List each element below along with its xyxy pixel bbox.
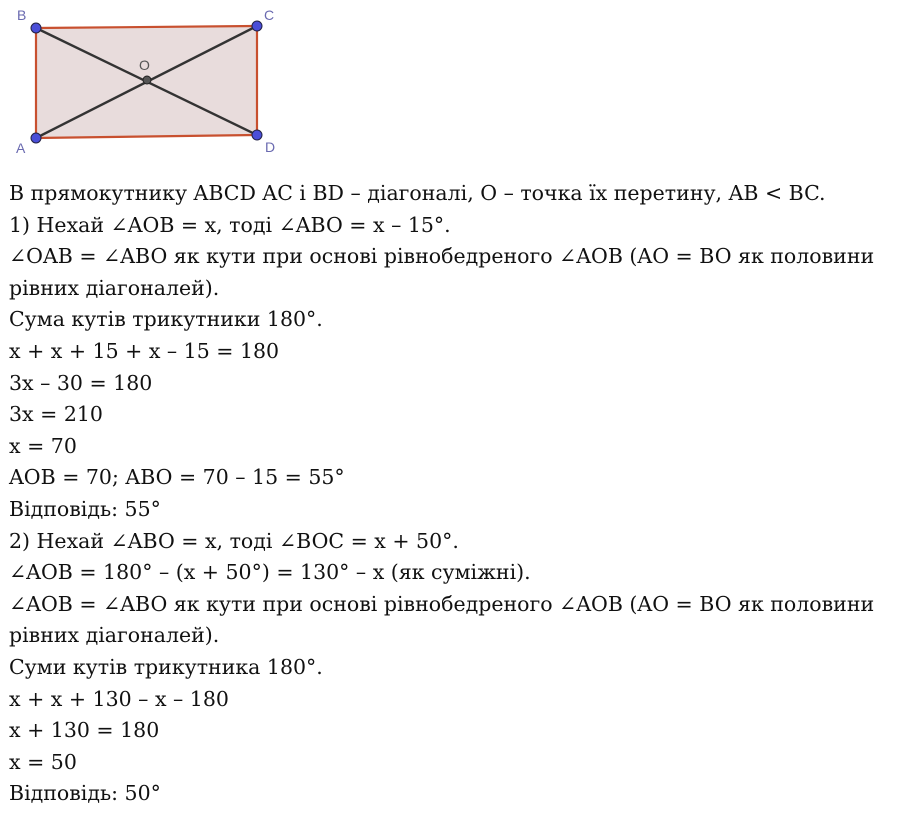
solution-text (9, 178, 917, 810)
label-d: D (265, 139, 276, 155)
vertex-a-point (31, 133, 41, 143)
case-2-step-1: x + 130 = 180 (9, 718, 160, 743)
case-2-setup: 2) Нехай ∠ABO = x, тоді ∠BOC = x + 50°. (9, 528, 459, 553)
problem-statement: В прямокутнику ABCD AC і BD – діагоналі, O – точка їх перетину, AB < BC. (9, 181, 826, 205)
case-1-isosceles: ∠OAB = ∠ABO як кути при основі рівнобедреного ∠AOB (AO = BO як половини (9, 244, 875, 269)
case-1-setup: 1) Нехай ∠AOB = x, тоді ∠ABO = x – 15°. (9, 212, 451, 237)
case-1-step-3: x = 70 (9, 433, 77, 458)
case-1-step-2: 3x = 210 (9, 402, 103, 427)
rectangle-figure (0, 0, 300, 170)
case-2-angle-sum: Суми кутів трикутника 180°. (9, 654, 323, 679)
case-2-step-2: x = 50 (9, 749, 77, 774)
vertex-b-point (31, 23, 41, 33)
case-1-answer: Відповідь: 55° (9, 496, 161, 521)
case-2-isosceles-cont: рівних діагоналей). (9, 623, 220, 648)
label-b: B (17, 7, 27, 23)
case-2-answer: Відповідь: 50° (9, 781, 161, 806)
case-1-isosceles-cont: рівних діагоналей). (9, 275, 220, 300)
label-o: O (139, 57, 150, 73)
vertex-d-point (252, 130, 262, 140)
case-1-angle-sum: Сума кутів трикутники 180°. (9, 307, 323, 332)
case-1-equation: x + x + 15 + x – 15 = 180 (9, 338, 280, 363)
case-2-equation: x + x + 130 – x – 180 (9, 686, 229, 711)
label-c: C (264, 7, 275, 23)
label-a: A (16, 140, 26, 156)
case-1-step-1: 3x – 30 = 180 (9, 370, 153, 395)
case-2-adjacent: ∠AOB = 180° – (x + 50°) = 130° – x (як суміжні). (9, 560, 531, 585)
case-1-values: AOB = 70; ABO = 70 – 15 = 55° (9, 465, 345, 490)
center-o-point (143, 76, 151, 84)
case-2-isosceles: ∠AOB = ∠ABO як кути при основі рівнобедреного ∠AOB (AO = BO як половини (9, 591, 875, 616)
vertex-c-point (252, 21, 262, 31)
